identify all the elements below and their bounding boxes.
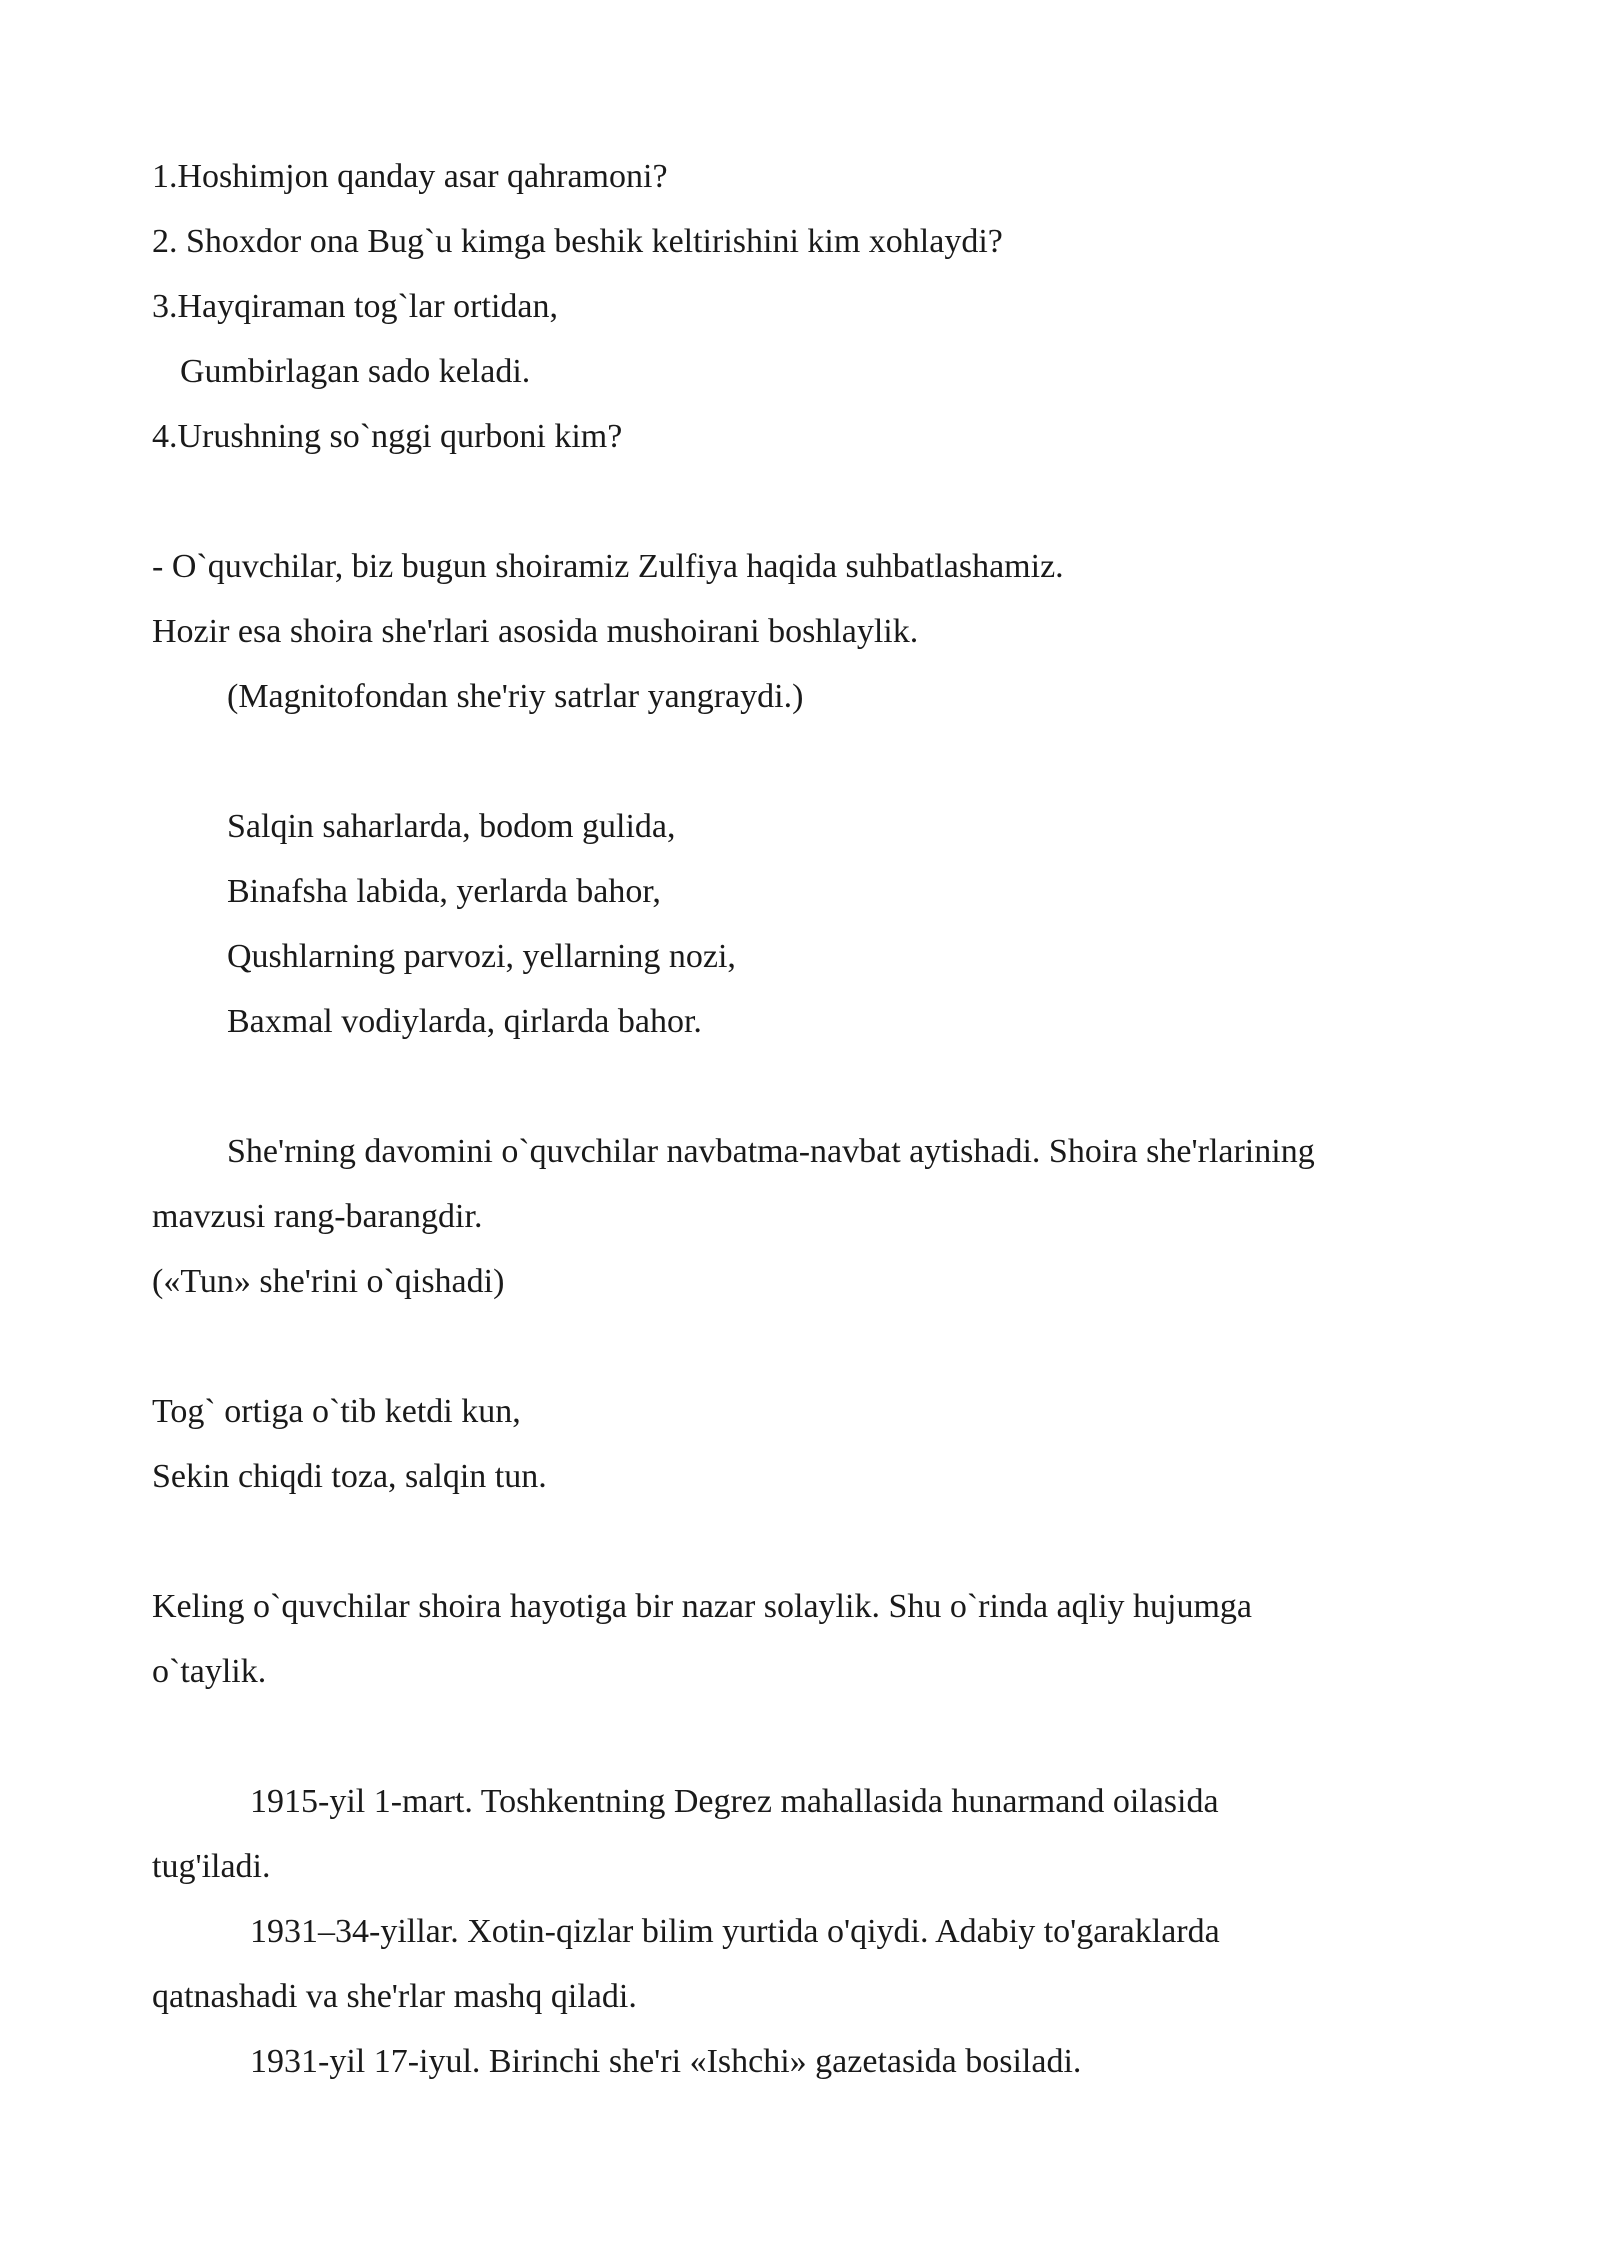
timeline-item-2-line-1: 1931–34-yillar. Xotin-qizlar bilim yurtida o'qiydi. Adabiy to'garaklarda	[250, 1913, 1220, 1950]
question-1: 1.Hoshimjon qanday asar qahramoni?	[152, 158, 668, 195]
question-4: 4.Urushning so`nggi qurboni kim?	[152, 418, 623, 455]
continuation-line-2: mavzusi rang-barangdir.	[152, 1198, 483, 1235]
timeline-item-3-line-1: 1931-yil 17-iyul. Birinchi she'ri «Ishchi» gazetasida bosiladi.	[250, 2043, 1082, 2080]
question-3: 3.Hayqiraman tog`lar ortidan,	[152, 288, 558, 325]
intro-line-2: Hozir esa shoira she'rlari asosida mushoirani boshlaylik.	[152, 613, 919, 650]
timeline-item-2-line-2: qatnashadi va she'rlar mashq qiladi.	[152, 1978, 637, 2015]
continuation-stage-direction: («Tun» she'rini o`qishadi)	[152, 1263, 505, 1300]
timeline-item-1-line-2: tug'iladi.	[152, 1848, 271, 1885]
poem2-line-1: Tog` ortiga o`tib ketdi kun,	[152, 1393, 521, 1430]
question-2: 2. Shoxdor ona Bug`u kimga beshik keltirishini kim xohlaydi?	[152, 223, 1003, 260]
timeline-item-1-line-1: 1915-yil 1-mart. Toshkentning Degrez mahallasida hunarmand oilasida	[250, 1783, 1219, 1820]
life-intro-line-1: Keling o`quvchilar shoira hayotiga bir nazar solaylik. Shu o`rinda aqliy hujumga	[152, 1588, 1253, 1625]
intro-stage-direction: (Magnitofondan she'riy satrlar yangraydi.)	[227, 678, 804, 715]
poem1-line-2: Binafsha labida, yerlarda bahor,	[227, 873, 661, 910]
poem1-line-4: Baxmal vodiylarda, qirlarda bahor.	[227, 1003, 702, 1040]
question-3-continuation: Gumbirlagan sado keladi.	[180, 353, 531, 390]
continuation-line-1: She'rning davomini o`quvchilar navbatma-navbat aytishadi. Shoira she'rlarining	[227, 1133, 1315, 1170]
poem2-line-2: Sekin chiqdi toza, salqin tun.	[152, 1458, 547, 1495]
intro-line-1: - O`quvchilar, biz bugun shoiramiz Zulfiya haqida suhbatlashamiz.	[152, 548, 1064, 585]
life-intro-line-2: o`taylik.	[152, 1653, 267, 1690]
poem1-line-1: Salqin saharlarda, bodom gulida,	[227, 808, 676, 845]
poem1-line-3: Qushlarning parvozi, yellarning nozi,	[227, 938, 736, 975]
